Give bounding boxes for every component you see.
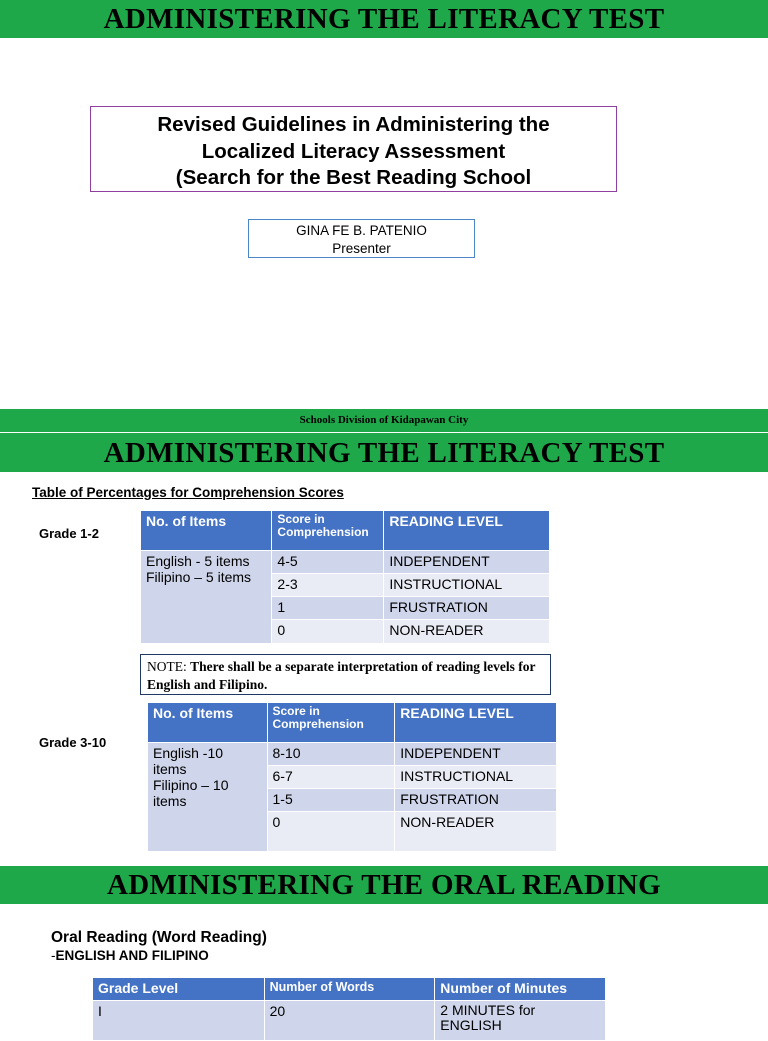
level-cell: INDEPENDENT [384, 551, 550, 574]
presentation-title-line-2: Localized Literacy Assessment [201, 139, 506, 163]
presentation-title-line-3: (Search for the Best Reading School [175, 166, 532, 189]
grade-cell: I [93, 1001, 265, 1041]
header-score: Score in Comprehension [272, 511, 384, 551]
words-cell: 20 [264, 1001, 435, 1041]
level-cell: INSTRUCTIONAL [384, 574, 550, 597]
slide2-banner-title: ADMINISTERING THE LITERACY TEST [103, 437, 665, 469]
items-line: Filipino – 5 items [146, 569, 252, 585]
presentation-title-box [90, 106, 617, 192]
subheading-text: ENGLISH AND FILIPINO [55, 948, 209, 963]
footer-text: Schools Division of Kidapawan City [299, 414, 469, 426]
header-grade-level: Grade Level [93, 978, 265, 1001]
score-cell: 2-3 [272, 574, 384, 597]
level-cell: INSTRUCTIONAL [395, 766, 557, 789]
header-reading-level: READING LEVEL [395, 703, 557, 743]
slide2-title-banner [0, 433, 768, 472]
score-cell: 4-5 [272, 551, 384, 574]
header-no-of-items: No. of Items [141, 511, 272, 551]
items-line: English -10 [153, 745, 224, 761]
level-cell: INDEPENDENT [395, 743, 557, 766]
level-cell: FRUSTRATION [395, 789, 557, 812]
slide3-title-banner [0, 866, 768, 904]
note-label: NOTE: [147, 659, 187, 674]
level-cell: NON-READER [384, 620, 550, 644]
presenter-box [248, 219, 475, 258]
oral-reading-subheading [51, 948, 209, 963]
header-no-of-items: No. of Items [148, 703, 268, 743]
presenter-name: GINA FE B. PATENIO [296, 223, 427, 238]
items-line: English - 5 items [146, 553, 250, 569]
grade-3-10-table [147, 702, 557, 852]
score-cell: 8-10 [267, 743, 395, 766]
table-header-row [93, 978, 606, 1001]
score-cell: 0 [272, 620, 384, 644]
comprehension-table-title: Table of Percentages for Comprehension Scores [32, 485, 344, 500]
table-row [148, 743, 557, 766]
header-number-of-minutes: Number of Minutes [435, 978, 606, 1001]
slide1-footer-bar [0, 409, 768, 432]
grade-1-2-table [140, 510, 550, 644]
slide1-banner-title: ADMINISTERING THE LITERACY TEST [103, 3, 665, 35]
score-cell: 1-5 [267, 789, 395, 812]
items-line: items [153, 793, 187, 809]
score-cell: 1 [272, 597, 384, 620]
note-text: There shall be a separate interpretation of reading levels for English and Filipino. [147, 659, 536, 692]
grade-1-2-label: Grade 1-2 [39, 526, 99, 541]
oral-reading-heading: Oral Reading (Word Reading) [51, 929, 267, 946]
items-line: Filipino – 10 [153, 777, 229, 793]
level-cell: NON-READER [395, 812, 557, 852]
presenter-role: Presenter [332, 240, 391, 256]
header-reading-level: READING LEVEL [384, 511, 550, 551]
items-line: items [153, 761, 187, 777]
table-header-row [141, 511, 550, 551]
table-row [93, 1001, 606, 1041]
header-score: Score in Comprehension [267, 703, 395, 743]
presentation-title-line-1: Revised Guidelines in Administering the [157, 113, 550, 136]
slide3-banner-title: ADMINISTERING THE ORAL READING [107, 869, 661, 901]
header-number-of-words: Number of Words [264, 978, 435, 1001]
minutes-cell: 2 MINUTES for ENGLISH [435, 1001, 606, 1041]
items-cell [141, 551, 272, 644]
level-cell: FRUSTRATION [384, 597, 550, 620]
note-box [140, 654, 551, 695]
subheading-dash: - [51, 948, 56, 963]
table-row [141, 551, 550, 574]
score-cell: 0 [267, 812, 395, 852]
table-header-row [148, 703, 557, 743]
slide1-title-banner [0, 0, 768, 38]
grade-3-10-label: Grade 3-10 [39, 735, 107, 750]
items-cell [148, 743, 268, 852]
score-cell: 6-7 [267, 766, 395, 789]
oral-reading-table [92, 977, 606, 1041]
